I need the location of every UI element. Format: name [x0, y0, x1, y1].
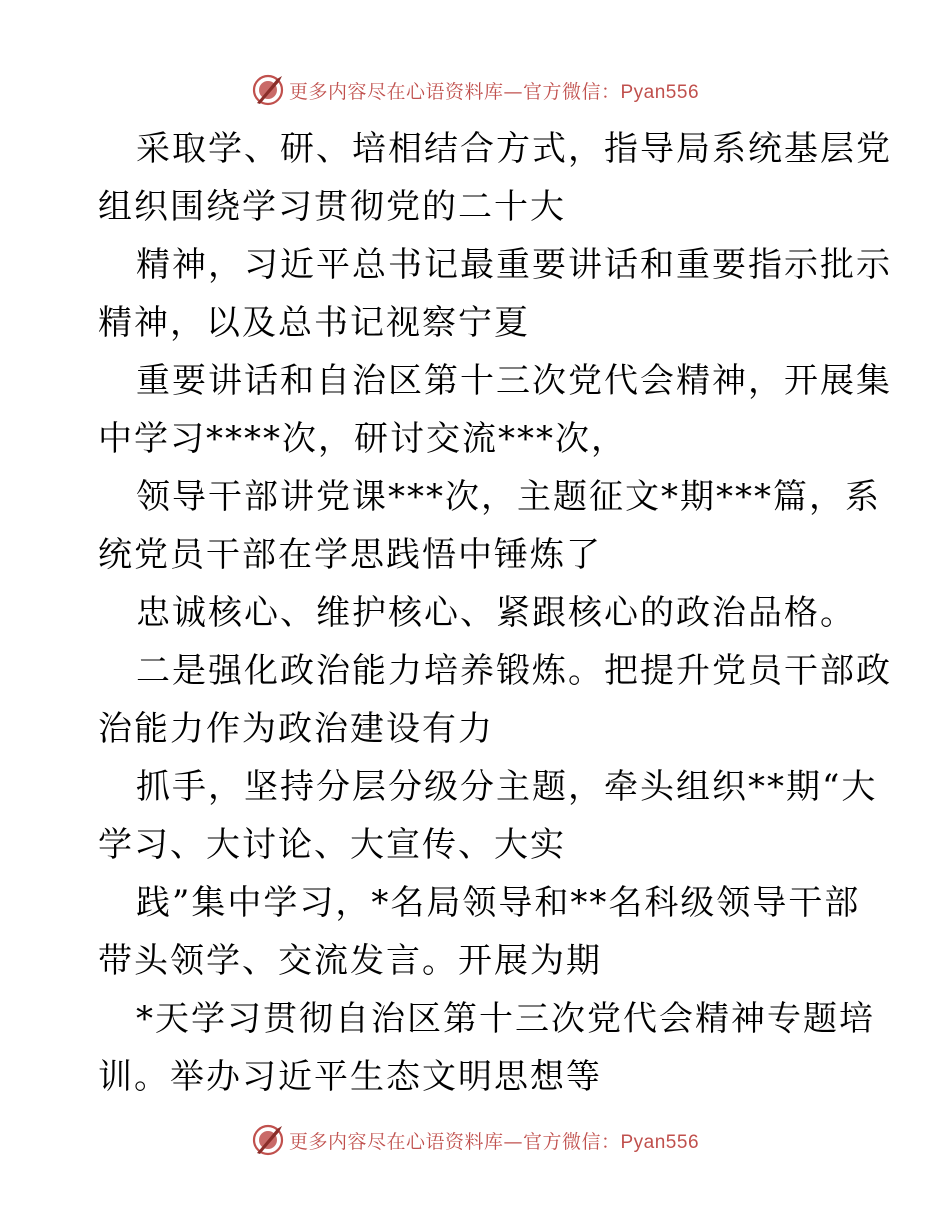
paragraph-line: *天学习贯彻自治区第十三次党代会精神专题培 — [136, 999, 875, 1039]
footer-watermark — [0, 1120, 950, 1160]
quill-logo-icon — [251, 1123, 285, 1157]
watermark-title: 更多内容尽在心语资料库 — [288, 80, 504, 103]
paragraph-line: 训。举办习近平生态文明思想等 — [98, 1057, 602, 1097]
paragraph-line: 践”集中学习，*名局领导和**名科级领导干部 — [136, 883, 861, 923]
paragraph-line: 带头领学、交流发言。开展为期 — [98, 941, 602, 981]
paragraph-line: 精神，以及总书记视察宁夏 — [98, 303, 530, 343]
watermark-text — [289, 77, 699, 104]
paragraph-line: 采取学、研、培相结合方式，指导局系统基层党 — [136, 129, 892, 169]
watermark-text — [289, 1127, 699, 1154]
quill-logo-icon — [251, 73, 285, 107]
paragraph-line: 学习、大讨论、大宣传、大实 — [98, 825, 566, 865]
paragraph-line: 统党员干部在学思践悟中锤炼了 — [98, 535, 602, 575]
watermark-handle: Pyan556 — [620, 1131, 700, 1153]
paragraph-line: 忠诚核心、维护核心、紧跟核心的政治品格。 — [136, 593, 856, 633]
paragraph-line: 精神，习近平总书记最重要讲话和重要指示批示 — [136, 245, 892, 285]
watermark-title: 更多内容尽在心语资料库 — [288, 1130, 504, 1153]
watermark-handle: Pyan556 — [620, 81, 700, 103]
paragraph-line: 中学习****次，研讨交流***次， — [98, 419, 627, 459]
paragraph-line: 重要讲话和自治区第十三次党代会精神，开展集 — [136, 361, 892, 401]
paragraph-line: 抓手，坚持分层分级分主题，牵头组织**期“大 — [136, 767, 878, 807]
watermark-suffix: 官方微信： — [522, 1130, 621, 1153]
paragraph-line: 领导干部讲党课***次，主题征文*期***篇，系 — [136, 477, 881, 517]
paragraph-line: 组织围绕学习贯彻党的二十大 — [98, 187, 566, 227]
document-body — [98, 120, 892, 1106]
watermark-separator: — — [503, 1130, 523, 1153]
paragraph-line: 二是强化政治能力培养锻炼。把提升党员干部政 — [136, 651, 892, 691]
paragraph-line: 治能力作为政治建设有力 — [98, 709, 494, 749]
header-watermark — [0, 70, 950, 110]
watermark-separator: — — [503, 80, 523, 103]
watermark-suffix: 官方微信： — [522, 80, 621, 103]
